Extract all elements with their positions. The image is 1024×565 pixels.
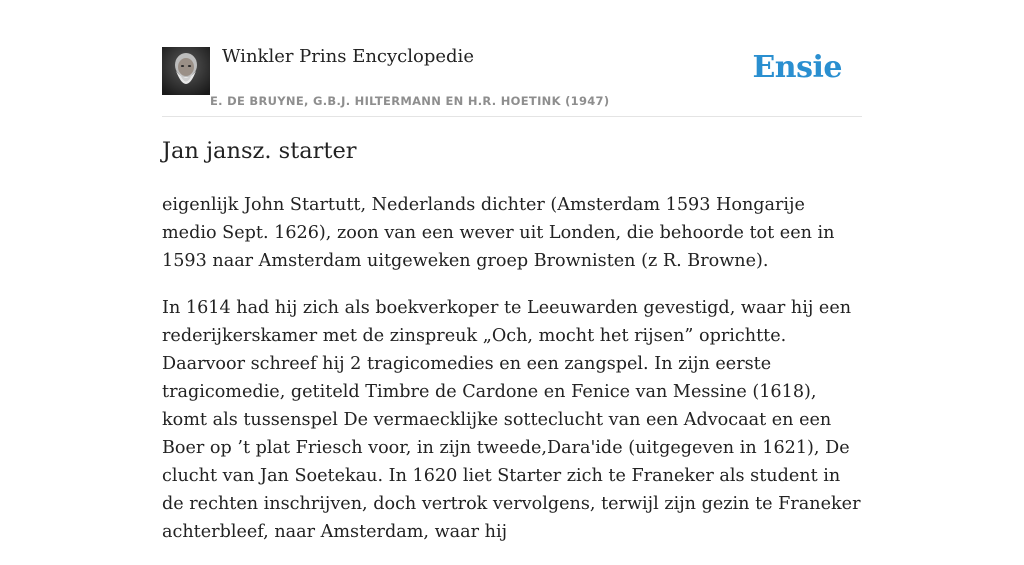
article-paragraph: eigenlijk John Startutt, Nederlands dichter (Amsterdam 1593 Hongarije medio Sept. 1626), zoon van een wever uit Londen, die behoorde tot een in 1593 naar Amsterdam uitgeweken groep Brownisten (z R. Browne). (162, 195, 835, 271)
article-paragraph: In 1614 had hij zich als boekverkoper te Leeuwarden gevestigd, waar hij een rederijkerskamer met de zinspreuk „Och, mocht het rijsen” oprichtte. Daarvoor schreef hij 2 tragicomedies en een zangspel. In zijn eerste tragicomedie, getiteld Timbre de Cardone en Fenice van Messine (1618), komt als tussenspel De vermaecklijke sottecluсht van een Advocaat en een Boer op ’t plat Friesch voor, in zijn tweede,Dara'ide (uitgegeven in 1621), De clucht van Jan Soetekau. In 1620 liet Starter zich te Franeker als student in de rechten inschrijven, doch vertrok vervolgens, terwijl zijn gezin te Franeker achterbleef, naar Amsterdam, waar hij (162, 298, 861, 542)
source-title[interactable]: Winkler Prins Encyclopedie (222, 46, 474, 67)
avatar[interactable] (162, 47, 210, 95)
source-authors: E. DE BRUYNE, G.B.J. HILTERMANN EN H.R. HOETINK (1947) (210, 94, 610, 108)
article-container (162, 0, 862, 542)
ensie-logo[interactable]: Ensie (752, 50, 842, 85)
source-header (162, 0, 862, 117)
article-body (162, 191, 862, 565)
article-title: Jan jansz. starter (162, 138, 357, 164)
